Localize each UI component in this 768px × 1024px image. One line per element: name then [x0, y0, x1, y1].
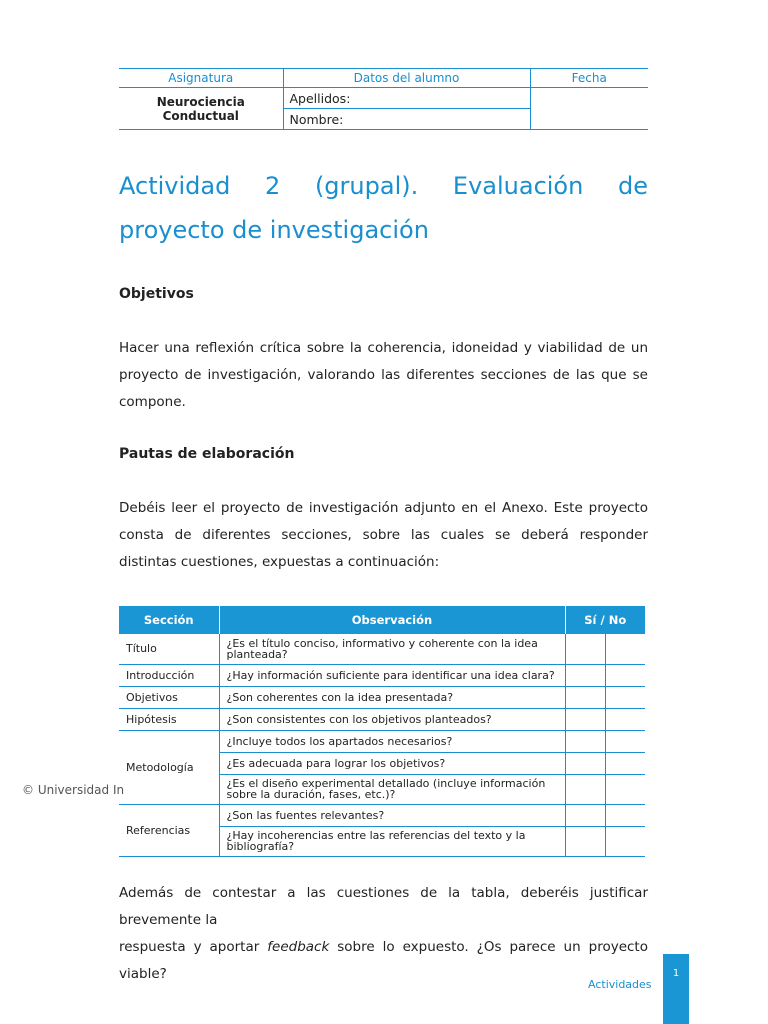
observation-cell: ¿Son las fuentes relevantes?	[219, 804, 565, 826]
observation-cell: ¿Es el diseño experimental detallado (incluye información sobre la duración, fases, etc.)?	[219, 774, 565, 804]
no-cell[interactable]	[605, 826, 645, 856]
no-cell[interactable]	[605, 774, 645, 804]
yes-cell[interactable]	[565, 804, 605, 826]
copyright-notice: © Universidad In	[22, 783, 125, 797]
page-number: 1	[672, 968, 680, 979]
observation-cell: ¿Hay información suficiente para identificar una idea clara?	[219, 664, 565, 686]
section-cell: Introducción	[119, 664, 219, 686]
observation-cell: ¿Es el título conciso, informativo y coherente con la idea planteada?	[219, 634, 565, 664]
observation-cell: ¿Hay incoherencias entre las referencias del texto y la bibliografía?	[219, 826, 565, 856]
yes-cell[interactable]	[565, 826, 605, 856]
no-cell[interactable]	[605, 730, 645, 752]
closing-text	[119, 880, 648, 988]
no-cell[interactable]	[605, 804, 645, 826]
observation-cell: ¿Son consistentes con los objetivos planteados?	[219, 708, 565, 730]
guidelines-heading: Pautas de elaboración	[119, 446, 295, 462]
header-col-date: Fecha	[530, 69, 648, 88]
header-col-student: Datos del alumno	[283, 69, 530, 88]
table-row	[119, 664, 645, 686]
yes-cell[interactable]	[565, 708, 605, 730]
header-col-subject: Asignatura	[119, 69, 283, 88]
section-cell: Hipótesis	[119, 708, 219, 730]
yes-cell[interactable]	[565, 686, 605, 708]
observation-cell: ¿Incluye todos los apartados necesarios?	[219, 730, 565, 752]
table-row	[119, 686, 645, 708]
no-cell[interactable]	[605, 686, 645, 708]
closing-line-1: Además de contestar a las cuestiones de la tabla, deberéis justificar brevemente la	[119, 885, 648, 928]
yes-cell[interactable]	[565, 664, 605, 686]
closing-line-2-end: sobre lo expuesto. ¿Os parece un proyecto viable?	[119, 939, 648, 982]
eval-col-yes-no: Sí / No	[565, 606, 645, 634]
yes-cell[interactable]	[565, 752, 605, 774]
evaluation-table	[119, 606, 645, 857]
objectives-text: Hacer una reflexión crítica sobre la coherencia, idoneidad y viabilidad de un proyecto de investigación, valorando las diferentes secciones de las que se compone.	[119, 340, 648, 410]
table-row	[119, 730, 645, 752]
observation-cell: ¿Es adecuada para lograr los objetivos?	[219, 752, 565, 774]
yes-cell[interactable]	[565, 634, 605, 664]
eval-col-observation: Observación	[219, 606, 565, 634]
table-row	[119, 708, 645, 730]
eval-col-section: Sección	[119, 606, 219, 634]
no-cell[interactable]	[605, 664, 645, 686]
page-number-tab	[663, 954, 689, 1024]
yes-cell[interactable]	[565, 730, 605, 752]
date-field[interactable]	[530, 88, 648, 130]
objectives-heading: Objetivos	[119, 286, 194, 302]
closing-line-2	[119, 934, 648, 988]
footer-section-label: Actividades	[588, 978, 652, 991]
page-title: Actividad 2 (grupal). Evaluación de proyecto de investigación	[119, 172, 648, 244]
no-cell[interactable]	[605, 752, 645, 774]
section-cell: Título	[119, 634, 219, 664]
subject-name: Neurociencia Conductual	[119, 88, 283, 130]
name-field[interactable]: Nombre:	[283, 109, 530, 130]
surname-field[interactable]: Apellidos:	[283, 88, 530, 109]
yes-cell[interactable]	[565, 774, 605, 804]
section-cell: Objetivos	[119, 686, 219, 708]
observation-cell: ¿Son coherentes con la idea presentada?	[219, 686, 565, 708]
feedback-word: feedback	[267, 939, 330, 955]
section-cell: Metodología	[119, 730, 219, 804]
no-cell[interactable]	[605, 634, 645, 664]
header-table	[119, 68, 648, 130]
section-cell: Referencias	[119, 804, 219, 856]
no-cell[interactable]	[605, 708, 645, 730]
table-row	[119, 804, 645, 826]
guidelines-text: Debéis leer el proyecto de investigación adjunto en el Anexo. Este proyecto consta de diferentes secciones, sobre las cuales se deberá responder distintas cuestiones, expuestas a continuación:	[119, 500, 648, 570]
table-row	[119, 634, 645, 664]
closing-line-2-start: respuesta y aportar	[119, 939, 268, 955]
